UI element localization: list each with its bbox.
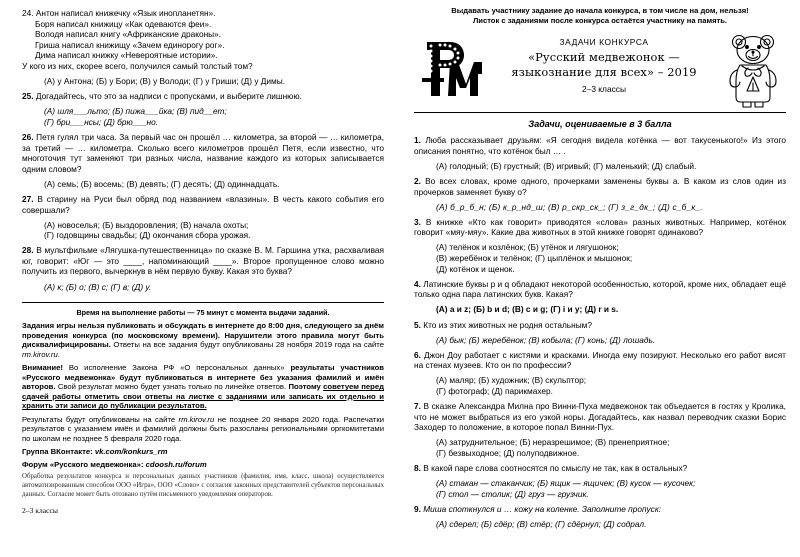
vk-group-line bbox=[22, 447, 384, 457]
question-4-number: 4. bbox=[414, 278, 421, 289]
attention-paragraph bbox=[22, 363, 384, 411]
question-27-text: В старину на Руси был обряд под названием «влазины». В честь какого события его совершали? bbox=[22, 193, 384, 215]
question-9 bbox=[414, 504, 786, 515]
question-26-text: Петя гулял три часа. За первый час он прошёл … километра, за второй — … километра, за третий — … километра. Сколько всего километров прошёл Петя, если известно, что многоточия тут заменяют три разных числа, название каждого из которых записывается одним словом? bbox=[22, 131, 384, 174]
question-24-text-0: Антон написал книжечку «Язык инопланетян». bbox=[35, 8, 216, 18]
question-8-options bbox=[414, 478, 786, 499]
option-row[interactable]: (А) шля___льто; (Б) пижа___йка; (В) пид__ет; bbox=[44, 106, 227, 117]
publication-rule-rest: Ответы на все задания будут опубликованы 28 ноября 2019 года на сайте bbox=[110, 340, 384, 350]
attention-underlined-advice: советуем перед сдачей работы отметить свои ответы на листке с заданиями или записать их отдельно и хранить эти записи до публикации результатов. bbox=[22, 382, 384, 411]
question-28 bbox=[22, 245, 384, 277]
section-heading: Задачи, оцениваемые в 3 балла bbox=[528, 119, 672, 130]
question-7-text: В сказке Александра Милна про Винни-Пуха медвежонок так объедается в гостях у Кролика, что не может выбраться из его узкой норы. Догадайтесь, как назвал переводчик сказки Борис Заходер то положение, в которое попал Винни-Пух. bbox=[414, 401, 786, 433]
question-2-options bbox=[414, 202, 786, 213]
option-row[interactable]: (А) новоселья; (Б) выздоровления; (В) начала охоты; bbox=[44, 219, 249, 230]
rm-monogram-icon bbox=[414, 32, 488, 106]
question-2 bbox=[414, 176, 786, 197]
question-24-line-1: Боря написал книжицу «Как одеваются феи». bbox=[35, 18, 212, 29]
forum-line bbox=[22, 460, 384, 470]
question-24 bbox=[22, 8, 384, 72]
question-9-options bbox=[414, 519, 786, 530]
question-3-number: 3. bbox=[414, 216, 421, 227]
top-notice-line-1: Выдавать участнику задание до начала конкурса, в том числе на дом, нельзя! bbox=[451, 6, 749, 15]
question-4 bbox=[414, 279, 786, 300]
question-5-text: Кто из этих животных не родня остальным? bbox=[423, 319, 592, 330]
question-24-number: 24. bbox=[22, 8, 34, 18]
question-24-tail: У кого из них, скорее всего, получился самый толстый том? bbox=[22, 60, 253, 71]
question-24-options bbox=[22, 76, 384, 87]
option-row[interactable]: (А) голодный; (Б) грустный; (В) игривый; (Г) маленький; (Д) слабый. bbox=[436, 160, 697, 171]
results-text-b: не позднее 20 января 2020 года. Распечатки результатов с указанием имён и фамилий должны быть разосланы региональными оргкомитетами по школам не позднее 5 февраля 2020 года. bbox=[22, 414, 384, 443]
forum-label: Форум «Русского медвежонка»: bbox=[22, 459, 146, 469]
option-row[interactable]: (Г) безвыходное; (Д) полуподвижное. bbox=[436, 447, 580, 458]
question-25-options bbox=[22, 106, 384, 127]
question-6 bbox=[414, 350, 786, 371]
question-26-number: 26. bbox=[22, 131, 34, 142]
question-27-number: 27. bbox=[22, 193, 34, 204]
title-block bbox=[488, 30, 720, 96]
question-1-options bbox=[414, 161, 786, 172]
answers-site-link[interactable]: rm.kirov.ru bbox=[22, 349, 58, 359]
question-24-line-4: Дима написал книжку «Невероятные истории». bbox=[35, 50, 218, 61]
option-row[interactable]: (Г) бри___нсы; (Д) брю___но. bbox=[44, 116, 159, 127]
bear-mascot-icon bbox=[720, 30, 786, 110]
question-5-options bbox=[414, 335, 786, 346]
footer-divider bbox=[22, 302, 384, 303]
vk-group-link[interactable]: vk.com/konkurs_rm bbox=[94, 446, 168, 456]
title-band bbox=[414, 30, 786, 110]
attention-text-a: Во исполнение Закона РФ «О персональных данных» bbox=[63, 363, 291, 373]
option-row[interactable]: (А) б_р_б_н; (Б) к_р_нд_ш; (В) р_скр_ск_; (Г) з_г_дк_; (Д) с_б_к_. bbox=[436, 201, 703, 212]
question-5-number: 5. bbox=[414, 319, 421, 330]
question-1-number: 1. bbox=[414, 135, 421, 146]
legal-notice: Обработка результатов конкурса и персональных данных участников (фамилия, имя, класс, школа) осуществляется автоматизированным способом ООО «Игра», ООО «Слово» с согласия законных представителей субъектов персональных данных. Согласие может быть отозвано путём письменного уведомления операторов. bbox=[22, 473, 384, 498]
option-row[interactable]: (А) a и z; (Б) b и d; (В) c и g; (Г) i и y; (Д) r и s. bbox=[436, 304, 619, 315]
question-24-line-0 bbox=[22, 8, 384, 19]
attention-therefore: Поэтому bbox=[288, 382, 324, 392]
right-column bbox=[400, 0, 800, 557]
question-8 bbox=[414, 463, 786, 474]
header-divider bbox=[414, 112, 786, 113]
top-notice-line-2: Листок с заданиями после конкурса остаётся участнику на память. bbox=[472, 15, 728, 25]
question-3-text: В книжке «Кто как говорит» приводятся «слова» разных животных. Например, котёнок говорит «мяу-мяу». Какие два животных в этой книжке говорят одинаково? bbox=[414, 216, 786, 238]
publication-rule-bold: Задания игры нельзя публиковать и обсуждать в интернете до 8:00 дня, следующего за днём проведения конкурса (по московскому времени). Нарушители этого правила могут быть дисквалифицированы. bbox=[22, 321, 384, 350]
question-1-text: Люба рассказывает друзьям: «Я сегодня видела котёнка — вот такусенького!» Из этого описания понятно, что котёнок был … . bbox=[414, 135, 786, 156]
vk-group-label: Группа ВКонтакте: bbox=[22, 446, 95, 456]
attention-label: Внимание! bbox=[22, 363, 63, 373]
results-paragraph bbox=[22, 415, 384, 444]
question-7-options bbox=[414, 437, 786, 458]
question-8-text: В какой паре слова соотносятся по смыслу не так, как в остальных? bbox=[423, 463, 688, 474]
attention-text-b: Свой результат можно будет узнать только по линейке ответов. bbox=[55, 382, 289, 392]
title-line-2: языкознание для всех» – 2019 bbox=[511, 65, 697, 80]
question-28-text: В мультфильме «Лягушка-путешественница» по сказке В. М. Гаршина утка, расхваливая юг, говорит: «Юг — это ____, напоминающий ____». Второе пропущенное слово можно получить из первого, вычеркнув в нём первую букву. Какая это буква? bbox=[22, 245, 384, 277]
option-row[interactable]: (А) маляр; (Б) художник; (В) скульптор; bbox=[436, 375, 587, 386]
attention-bold: результаты участников «Русского медвежонка» будут публиковаться в интернете без указания фамилий и имён авторов. bbox=[22, 363, 384, 392]
option-row[interactable]: (А) бык; (Б) жеребёнок; (В) кобыла; (Г) конь; (Д) лошадь. bbox=[436, 334, 656, 345]
option-row[interactable]: (А) у Антона; (Б) у Бори; (В) у Володи; (Г) у Гриши; (Д) у Димы. bbox=[44, 76, 286, 87]
question-2-number: 2. bbox=[414, 175, 421, 186]
option-row[interactable]: (А) к; (Б) о; (В) с; (Г) в; (Д) у. bbox=[44, 281, 152, 292]
question-9-text: Миша споткнулся и … кожу на коленке. Заполните пропуск: bbox=[423, 503, 662, 514]
option-row[interactable]: (Г) годовщины свадьбы; (Д) окончания сбора урожая. bbox=[44, 230, 251, 241]
question-25-number: 25. bbox=[22, 91, 34, 102]
option-row[interactable]: (Д) котёнок и щенок. bbox=[436, 263, 515, 274]
question-25-text: Догадайтесь, что это за надписи с пропусками, и выберите лишнюю. bbox=[35, 91, 302, 102]
title-line-1: «Русский медвежонок — bbox=[528, 50, 680, 65]
option-row[interactable]: (А) семь; (Б) восемь; (В) девять; (Г) десять; (Д) одиннадцать. bbox=[44, 178, 280, 189]
question-4-options bbox=[414, 304, 786, 315]
question-26-options bbox=[22, 179, 384, 190]
results-text-a: Результаты будут опубликованы на сайте bbox=[22, 414, 179, 424]
question-3-options bbox=[414, 242, 786, 274]
title-kicker: ЗАДАЧИ КОНКУРСА bbox=[559, 37, 649, 48]
question-7-number: 7. bbox=[414, 401, 421, 412]
question-24-line-3: Гриша написал книжищу «Зачем единорогу рог». bbox=[35, 39, 225, 50]
question-6-text: Джон Доу работает с кистями и красками. Иногда ему позируют. Несколько его работ висят на стенах музеев. Кто он по профессии? bbox=[414, 349, 786, 371]
question-2-text: Во всех словах, кроме одного, прочерками заменены буквы а. В каком из слов один из прочерков заменяет букву о? bbox=[414, 175, 786, 197]
question-28-number: 28. bbox=[22, 245, 34, 256]
question-5 bbox=[414, 320, 786, 331]
top-notice bbox=[414, 6, 786, 25]
grade-footer: 2–3 классы bbox=[22, 506, 58, 516]
time-note: Время на выполнение работы — 75 минут с момента выдачи заданий. bbox=[76, 308, 330, 318]
option-row[interactable]: (В) жеребёнок и телёнок; (Г) цыплёнок и мышонок; bbox=[436, 253, 633, 264]
question-6-options bbox=[414, 375, 786, 396]
option-row[interactable]: (А) телёнок и козлёнок; (Б) утёнок и лягушонок; bbox=[436, 242, 619, 253]
option-row[interactable]: (Г) фотограф; (Д) парикмахер. bbox=[436, 385, 553, 396]
publication-rule-paragraph bbox=[22, 321, 384, 359]
question-26 bbox=[22, 132, 384, 174]
option-row[interactable]: (А) затруднительное; (Б) неразрешимое; (В) пренеприятное; bbox=[436, 437, 670, 448]
question-28-options bbox=[22, 282, 384, 293]
question-25 bbox=[22, 91, 384, 102]
question-9-number: 9. bbox=[414, 503, 421, 514]
question-3 bbox=[414, 217, 786, 238]
publication-rule-end: . bbox=[57, 349, 60, 359]
option-row[interactable]: (А) стакан — стаканчик; (Б) ящик — ящичек; (В) кусок — кусочек; bbox=[436, 478, 696, 489]
question-1 bbox=[414, 135, 786, 156]
question-4-text: Латинские буквы p и q обладают некоторой особенностью, которой, кроме них, обладает ещё только одна пара латинских букв. Какая? bbox=[414, 278, 786, 300]
question-8-number: 8. bbox=[414, 463, 421, 474]
title-grade: 2–3 классы bbox=[582, 84, 626, 95]
forum-link[interactable]: cdoosh.ru/forum bbox=[145, 459, 207, 469]
question-6-number: 6. bbox=[414, 349, 421, 360]
question-27-options bbox=[22, 220, 384, 241]
question-7 bbox=[414, 401, 786, 433]
option-row[interactable]: (Г) стол — столик; (Д) груз — грузчик. bbox=[436, 488, 589, 499]
option-row[interactable]: (А) сдерел; (Б) сдёр; (В) стёр; (Г) сдёрнул; (Д) содрал. bbox=[436, 518, 647, 529]
question-24-line-2: Володя написал книгу «Африканские драконы». bbox=[35, 29, 222, 40]
results-site-link[interactable]: rm.kirov.ru bbox=[178, 414, 215, 424]
question-27 bbox=[22, 194, 384, 215]
